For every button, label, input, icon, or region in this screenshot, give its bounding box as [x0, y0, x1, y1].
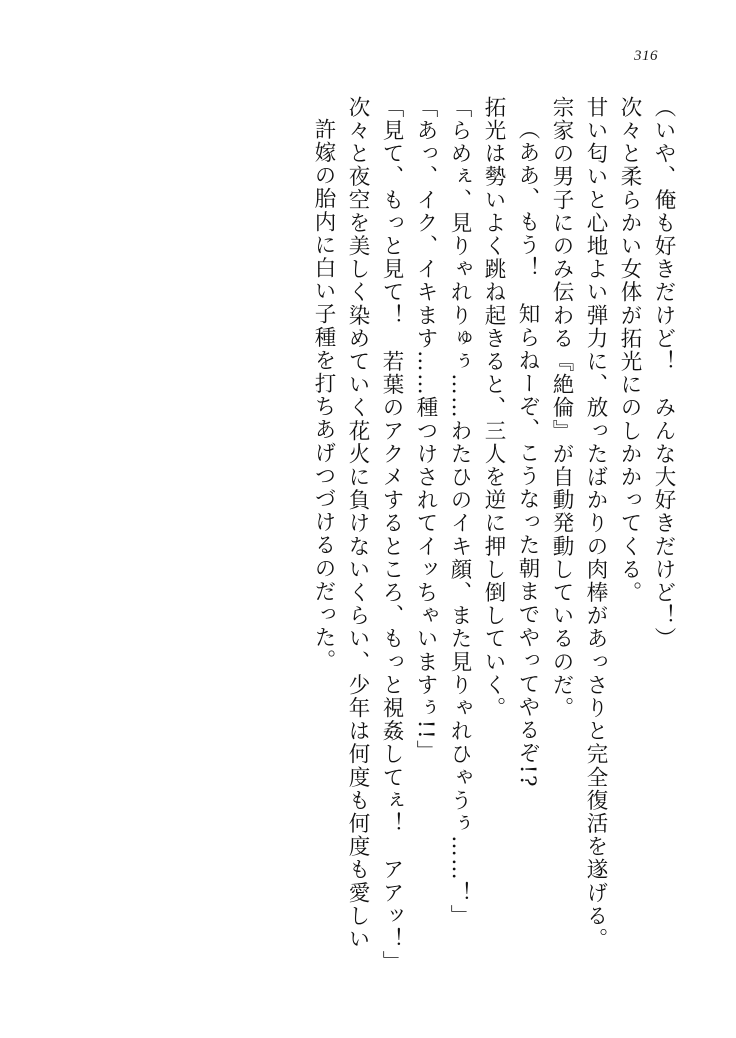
text-line: 「あっ、イク、イキます……種つけされてイッちゃいますぅ!!」 [413, 96, 438, 764]
text-line: 許嫁の胎内に白い子種を打ちあげつづけるのだった。 [311, 118, 336, 673]
text-line: 「らめぇ、見りゃれりゅぅ……わたひのイキ顔、また見りゃれひゃうぅ……！」 [447, 96, 472, 928]
text-line: 次々と柔らかい女体が拓光にのしかかってくる。 [617, 96, 642, 605]
page-number: 316 [634, 48, 658, 64]
text-line: 宗家の男子にのみ伝わる『絶倫』が自動発動しているのだ。 [549, 96, 574, 720]
text-line: 拓光は勢いよく跳ね起きると、三人を逆に押し倒していく。 [481, 96, 506, 720]
vertical-text-body [74, 96, 674, 976]
text-line: 「見て、もっと見て！ 若葉のアクメするところ、もっと視姦してぇ！ アアッ！」 [379, 96, 404, 974]
text-line: 次々と夜空を美しく染めていく花火に負けないくらい、少年は何度も何度も愛しい [345, 96, 370, 951]
text-line: 甘い匂いと心地よい弾力に、放ったばかりの肉棒があっさりと完全復活を遂げる。 [583, 96, 608, 951]
text-line: （いや、俺も好きだけど！ みんな大好きだけど！） [651, 96, 676, 651]
text-line: （ああ、もう！ 知らねーぞ、こうなった朝までやってやるぞ!? [515, 118, 540, 789]
